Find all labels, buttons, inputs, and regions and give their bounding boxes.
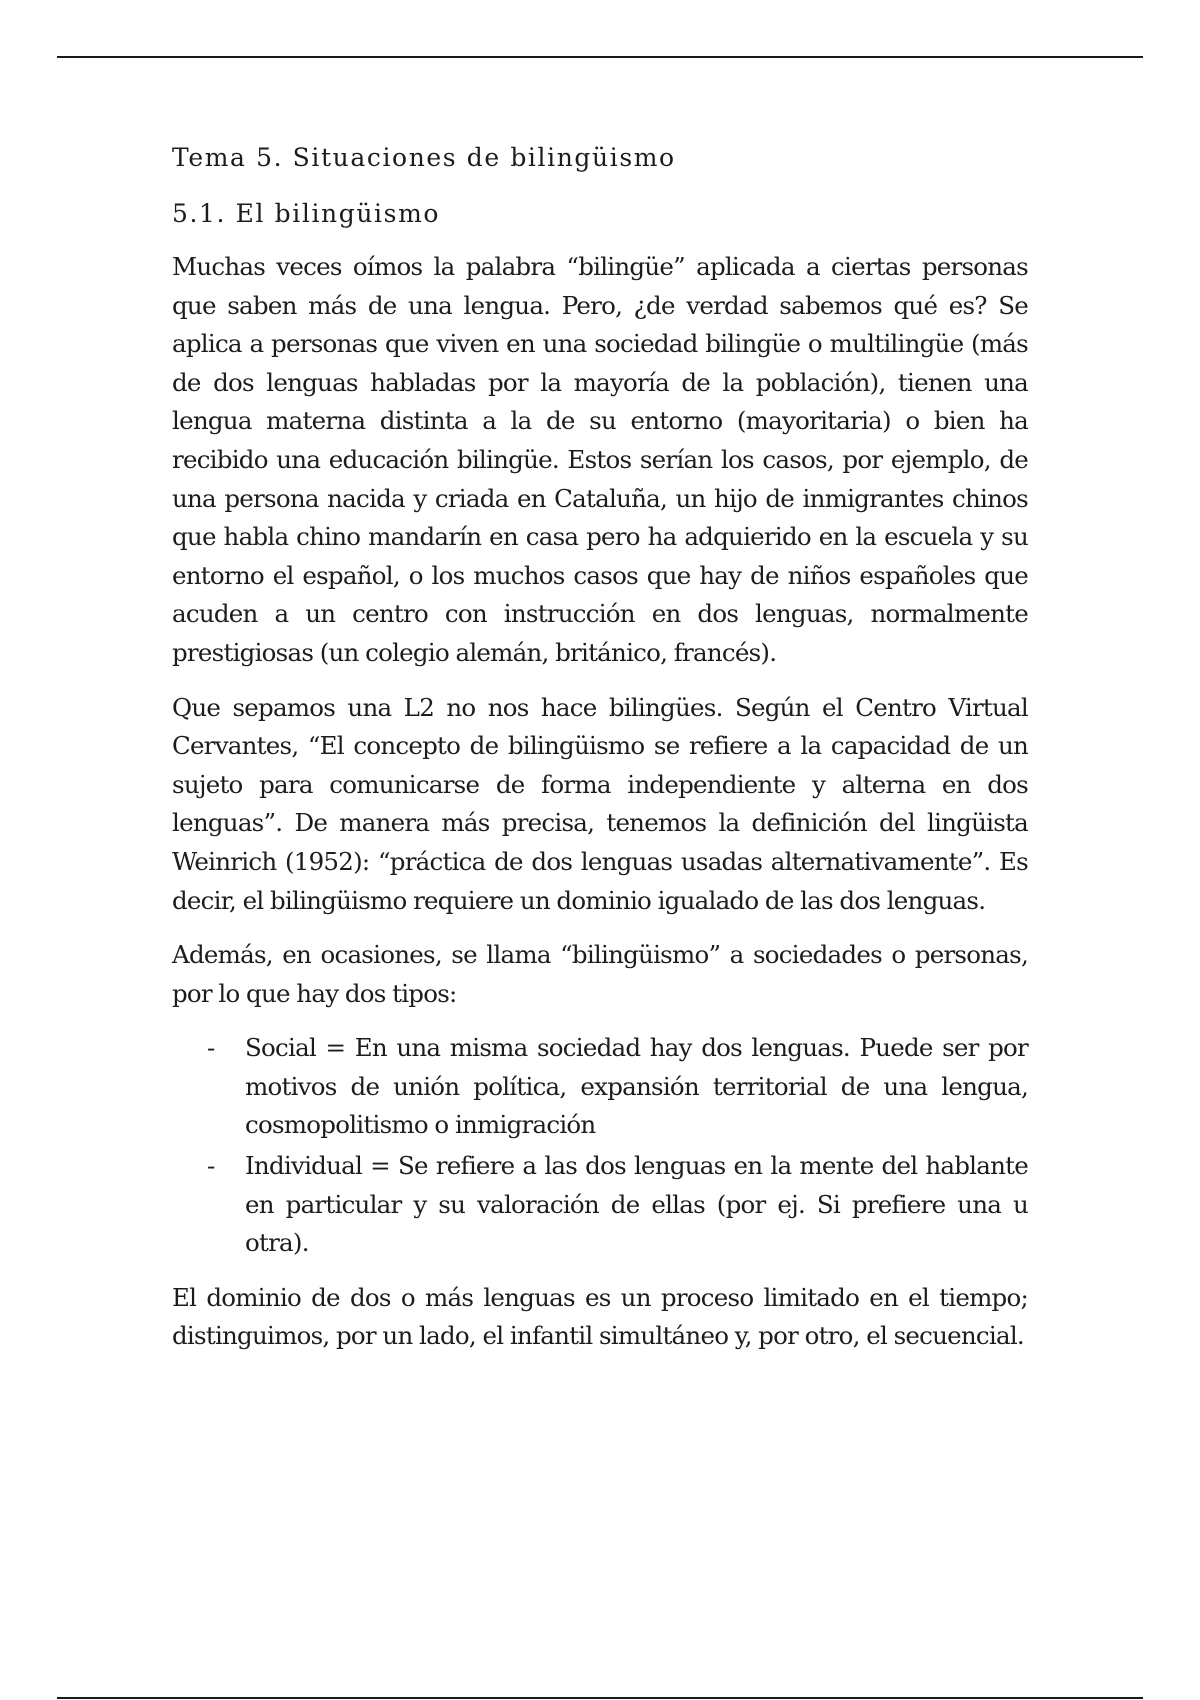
list-item-text: Individual = Se refiere a las dos lenguas en la mente del hablante en particular y su valoración de ellas (por ej. Si prefiere una u otra). (245, 1151, 1028, 1258)
list-item-text: Social = En una misma sociedad hay dos lenguas. Puede ser por motivos de unión política, expansión territorial de una lengua, cosmopolitismo o inmigración (245, 1033, 1028, 1140)
list-bullet: - (207, 1151, 215, 1181)
section-title: 5.1. El bilingüismo (172, 199, 441, 228)
paragraph-closing: El dominio de dos o más lenguas es un proceso limitado en el tiempo; distinguimos, por un lado, el infantil simultáneo y, por otro, el secuencial. (172, 1282, 1028, 1351)
paragraph-definition: Que sepamos una L2 no nos hace bilingües. Según el Centro Virtual Cervantes, “El concepto de bilingüismo se refiere a la capacidad de un sujeto para comunicarse de forma independiente y alterna en dos lenguas”. De manera más precisa, tenemos la definición del lingüista Weinrich (1952): “práctica de dos lenguas usadas alternativamente”. Es decir, el bilingüismo requiere un dominio igualado de las dos lenguas. (172, 692, 1028, 915)
paragraph-intro: Muchas veces oímos la palabra “bilingüe” aplicada a ciertas personas que saben más de una lengua. Pero, ¿de verdad sabemos qué es? Se aplica a personas que viven en una sociedad bilingüe o multilingüe (más de dos lenguas habladas por la mayoría de la población), tienen una lengua materna distinta a la de su entorno (mayoritaria) o bien ha recibido una educación bilingüe. Estos serían los casos, por ejemplo, de una persona nacida y criada en Cataluña, un hijo de inmigrantes chinos que habla chino mandarín en casa pero ha adquierido en la escuela y su entorno el español, o los muchos casos que hay de niños españoles que acuden a un centro con instrucción en dos lenguas, normalmente prestigiosas (un colegio alemán, británico, francés). (172, 252, 1028, 667)
list-item (172, 1029, 1028, 1145)
bilingualism-types-list (172, 1029, 1028, 1263)
list-item (172, 1147, 1028, 1263)
bottom-rule (57, 1697, 1143, 1699)
document-body (172, 140, 1028, 1372)
list-bullet: - (207, 1033, 215, 1063)
paragraph-types-intro: Además, en ocasiones, se llama “bilingüismo” a sociedades o personas, por lo que hay dos tipos: (172, 940, 1028, 1008)
chapter-title: Tema 5. Situaciones de bilingüismo (172, 143, 676, 172)
top-rule (57, 56, 1143, 58)
